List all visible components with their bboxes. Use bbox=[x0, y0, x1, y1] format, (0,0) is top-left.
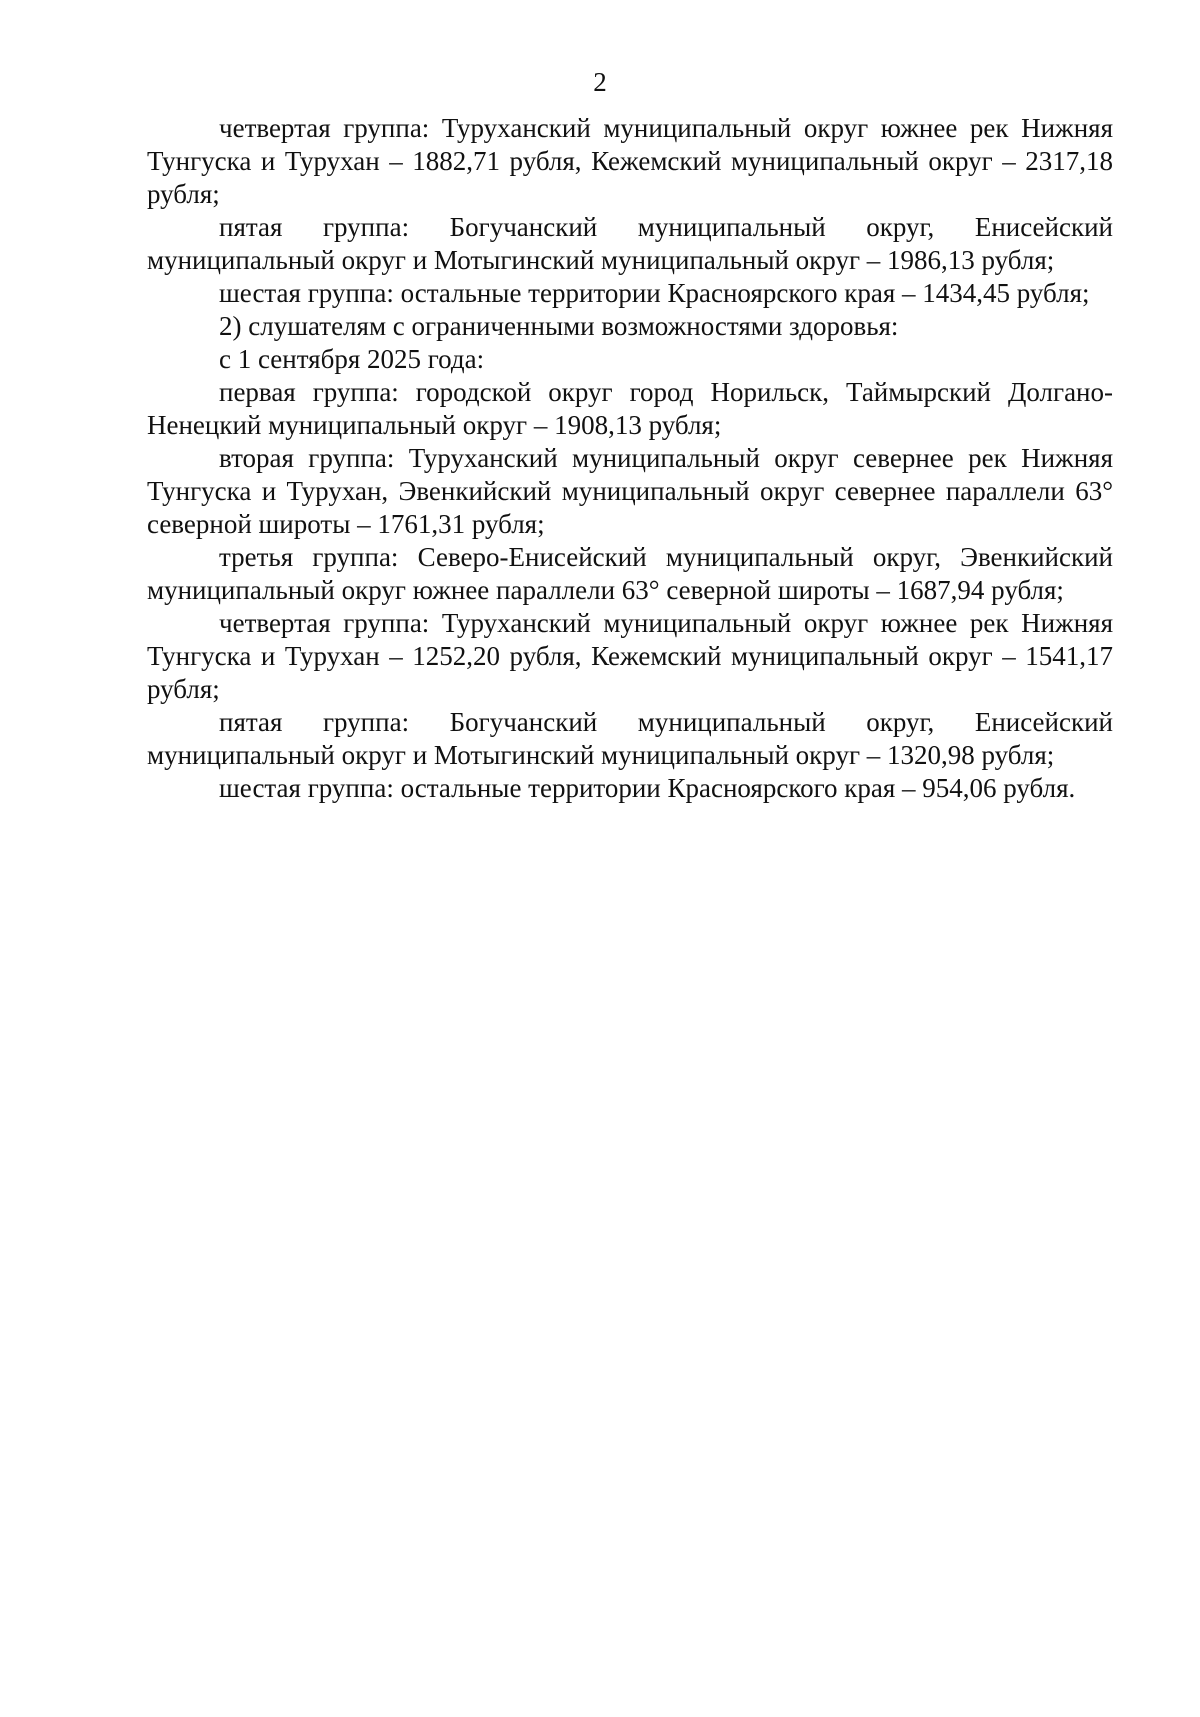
paragraph-group5-general: пятая группа: Богучанский муниципальный округ, Енисейский муниципальный округ и Мотыгинский муниципальный округ – 1986,13 рубля; bbox=[147, 212, 1113, 275]
paragraph-date: с 1 сентября 2025 года: bbox=[219, 344, 485, 374]
paragraph-group4-general: четвертая группа: Туруханский муниципальный округ южнее рек Нижняя Тунгуска и Турухан – 1882,71 рубля, Кежемский муниципальный округ – 2317,18 рубля; bbox=[147, 113, 1113, 209]
paragraph-group1-disabled: первая группа: городской округ город Норильск, Таймырский Долгано-Ненецкий муниципальный округ – 1908,13 рубля; bbox=[147, 377, 1113, 440]
paragraph-group4-disabled: четвертая группа: Туруханский муниципальный округ южнее рек Нижняя Тунгуска и Турухан – 1252,20 рубля, Кежемский муниципальный округ – 1541,17 рубля; bbox=[147, 608, 1113, 704]
paragraph-group6-disabled: шестая группа: остальные территории Красноярского края – 954,06 рубля. bbox=[219, 773, 1076, 803]
paragraph-group6-general: шестая группа: остальные территории Красноярского края – 1434,45 рубля; bbox=[219, 278, 1090, 308]
paragraph-group5-disabled: пятая группа: Богучанский муниципальный округ, Енисейский муниципальный округ и Мотыгинский муниципальный округ – 1320,98 рубля; bbox=[147, 707, 1113, 770]
paragraph-section2-heading: 2) слушателям с ограниченными возможностями здоровья: bbox=[219, 311, 899, 341]
paragraph-group3-disabled: третья группа: Северо-Енисейский муниципальный округ, Эвенкийский муниципальный округ южнее параллели 63° северной широты – 1687,94 рубля; bbox=[147, 542, 1113, 605]
page-number: 2 bbox=[593, 67, 607, 97]
document-body bbox=[147, 112, 1113, 805]
paragraph-group2-disabled: вторая группа: Туруханский муниципальный округ севернее рек Нижняя Тунгуска и Турухан, Эвенкийский муниципальный округ севернее параллели 63° северной широты – 1761,31 рубля; bbox=[147, 443, 1113, 539]
